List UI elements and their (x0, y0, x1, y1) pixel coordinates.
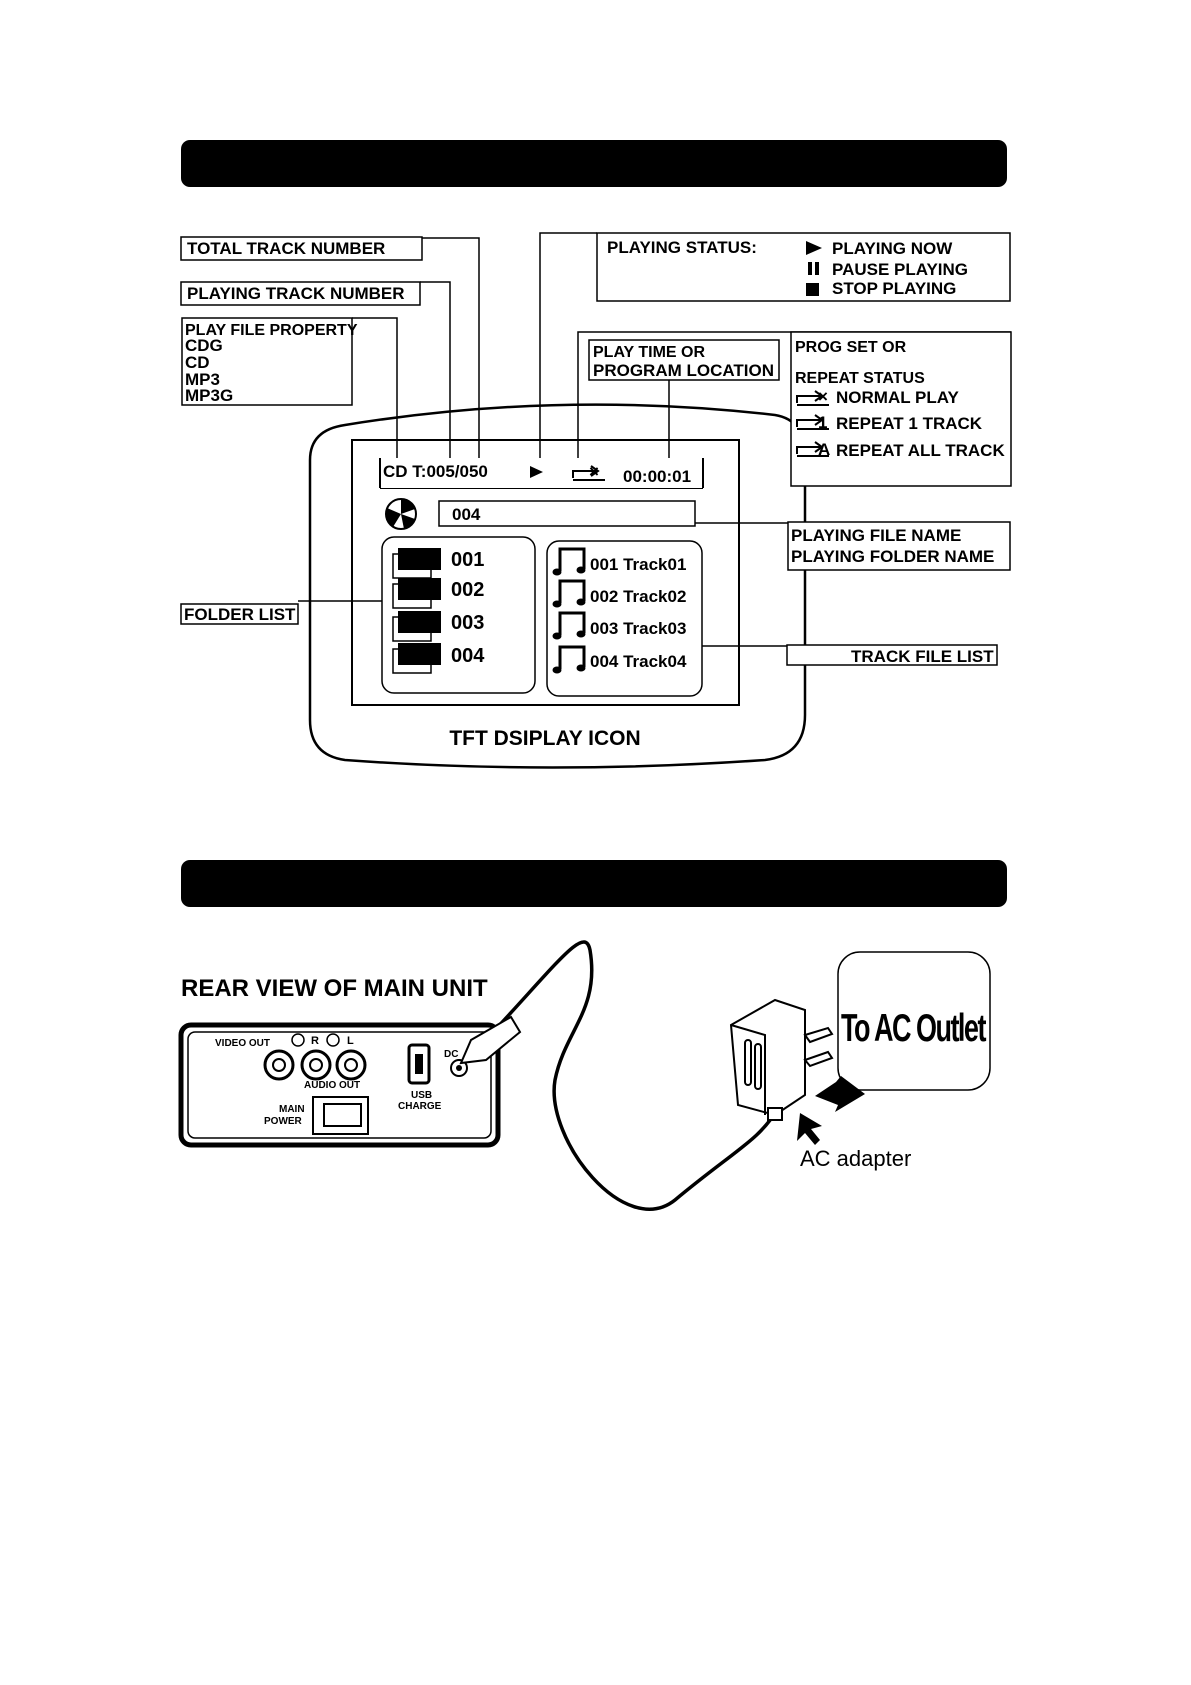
callout-playing-track-number: PLAYING TRACK NUMBER (187, 284, 405, 303)
file-property-cdg: CDG (185, 336, 223, 355)
file-property-cd: CD (185, 353, 210, 372)
screen-repeat-mark: × (589, 462, 599, 481)
callout-total-track-number: TOTAL TRACK NUMBER (187, 239, 386, 258)
track-item: 004 Track04 (590, 652, 687, 671)
file-property-title: PLAY FILE PROPERTY (185, 322, 358, 339)
audio-l-label: L (347, 1035, 354, 1047)
track-list-label: TRACK FILE LIST (851, 647, 994, 666)
audio-r-label: R (311, 1035, 319, 1047)
repeat-all-track: REPEAT ALL TRACK (836, 441, 1005, 460)
ac-outlet-label: To AC Outlet (841, 1007, 985, 1051)
track-item: 002 Track02 (590, 587, 687, 606)
repeat-normal-mark: × (818, 387, 828, 406)
screen-file-name: 004 (452, 505, 481, 524)
folder-item: 004 (451, 645, 485, 667)
repeat-one-mark: 1 (818, 413, 828, 432)
video-out-label: VIDEO OUT (215, 1038, 271, 1049)
file-name-line1: PLAYING FILE NAME (791, 526, 962, 545)
pause-icon (808, 262, 812, 275)
jack-icon (265, 1051, 293, 1079)
folder-item: 003 (451, 612, 485, 634)
file-property-mp3: MP3 (185, 370, 220, 389)
audio-out-label: AUDIO OUT (304, 1080, 361, 1091)
repeat-all-mark: A (818, 440, 831, 459)
repeat-one-track: REPEAT 1 TRACK (836, 414, 983, 433)
status-pause-playing: PAUSE PLAYING (832, 260, 969, 279)
prog-set-line2: REPEAT STATUS (795, 370, 925, 387)
track-item: 003 Track03 (590, 619, 687, 638)
dc-label: DC (444, 1049, 459, 1060)
status-stop-playing: STOP PLAYING (832, 279, 957, 298)
play-time-line1: PLAY TIME OR (593, 344, 706, 361)
usb-label: USB (411, 1090, 433, 1101)
stop-icon (806, 283, 819, 296)
power-label: POWER (264, 1116, 302, 1127)
playing-status-title: PLAYING STATUS: (607, 238, 757, 257)
jack-icon (302, 1051, 330, 1079)
track-item: 001 Track01 (590, 555, 687, 574)
ac-adapter-icon (731, 1000, 832, 1120)
screen-status-text: CD T:005/050 (383, 462, 488, 481)
jack-icon (337, 1051, 365, 1079)
folder-list-label: FOLDER LIST (184, 605, 296, 624)
folder-item: 001 (451, 549, 485, 571)
status-playing-now: PLAYING NOW (832, 239, 953, 258)
prog-set-line1: PROG SET OR (795, 339, 907, 356)
file-name-line2: PLAYING FOLDER NAME (791, 547, 995, 566)
main-label: MAIN (279, 1104, 305, 1115)
arrow-icon (797, 1113, 822, 1145)
folder-item: 002 (451, 579, 485, 601)
play-time-line2: PROGRAM LOCATION (593, 361, 775, 380)
rear-view-title: REAR VIEW OF MAIN UNIT (181, 975, 488, 1002)
disc-icon (386, 499, 416, 529)
charge-label: CHARGE (398, 1101, 442, 1112)
ac-adapter-label: AC adapter (800, 1146, 912, 1171)
tft-caption: TFT DSIPLAY ICON (449, 727, 641, 750)
screen-time: 00:00:01 (623, 467, 692, 486)
repeat-normal-play: NORMAL PLAY (836, 388, 959, 407)
file-property-mp3g: MP3G (185, 386, 234, 405)
power-cable (468, 942, 778, 1209)
